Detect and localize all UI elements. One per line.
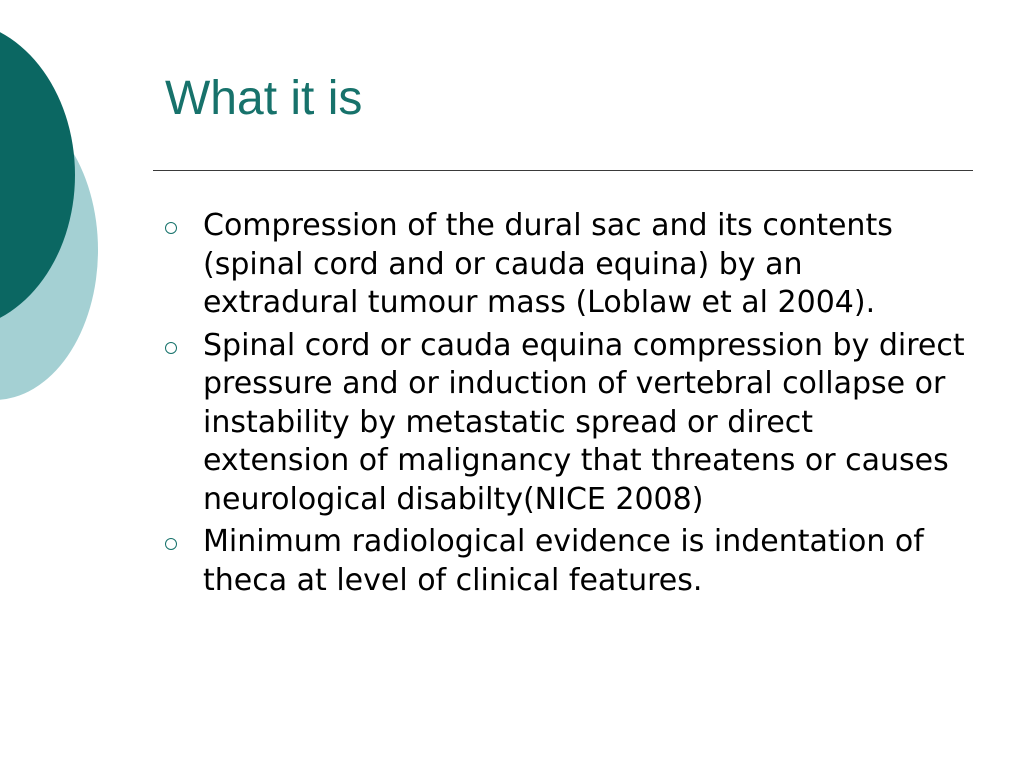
- bullet-list: [165, 207, 965, 604]
- slide-title: What it is: [165, 72, 363, 125]
- bullet-text: Minimum radiological evidence is indentation of theca at level of clinical features.: [203, 524, 924, 598]
- bullet-item-3: [165, 523, 965, 600]
- hollow-circle-bullet-icon: [165, 538, 177, 550]
- bullet-text: Compression of the dural sac and its contents (spinal cord and or cauda equina) by an extradural tumour mass (Loblaw et al 2004).: [203, 208, 893, 320]
- hollow-circle-bullet-icon: [165, 222, 177, 234]
- title-divider: [153, 170, 973, 171]
- bullet-item-2: [165, 327, 965, 520]
- bullet-text: Spinal cord or cauda equina compression by direct pressure and or induction of vertebral collapse or instability by metastatic spread or direct extension of malignancy that threatens or causes neurological disabilty(NICE 2008): [203, 327, 965, 517]
- hollow-circle-bullet-icon: [165, 342, 177, 354]
- bullet-item-1: [165, 207, 965, 323]
